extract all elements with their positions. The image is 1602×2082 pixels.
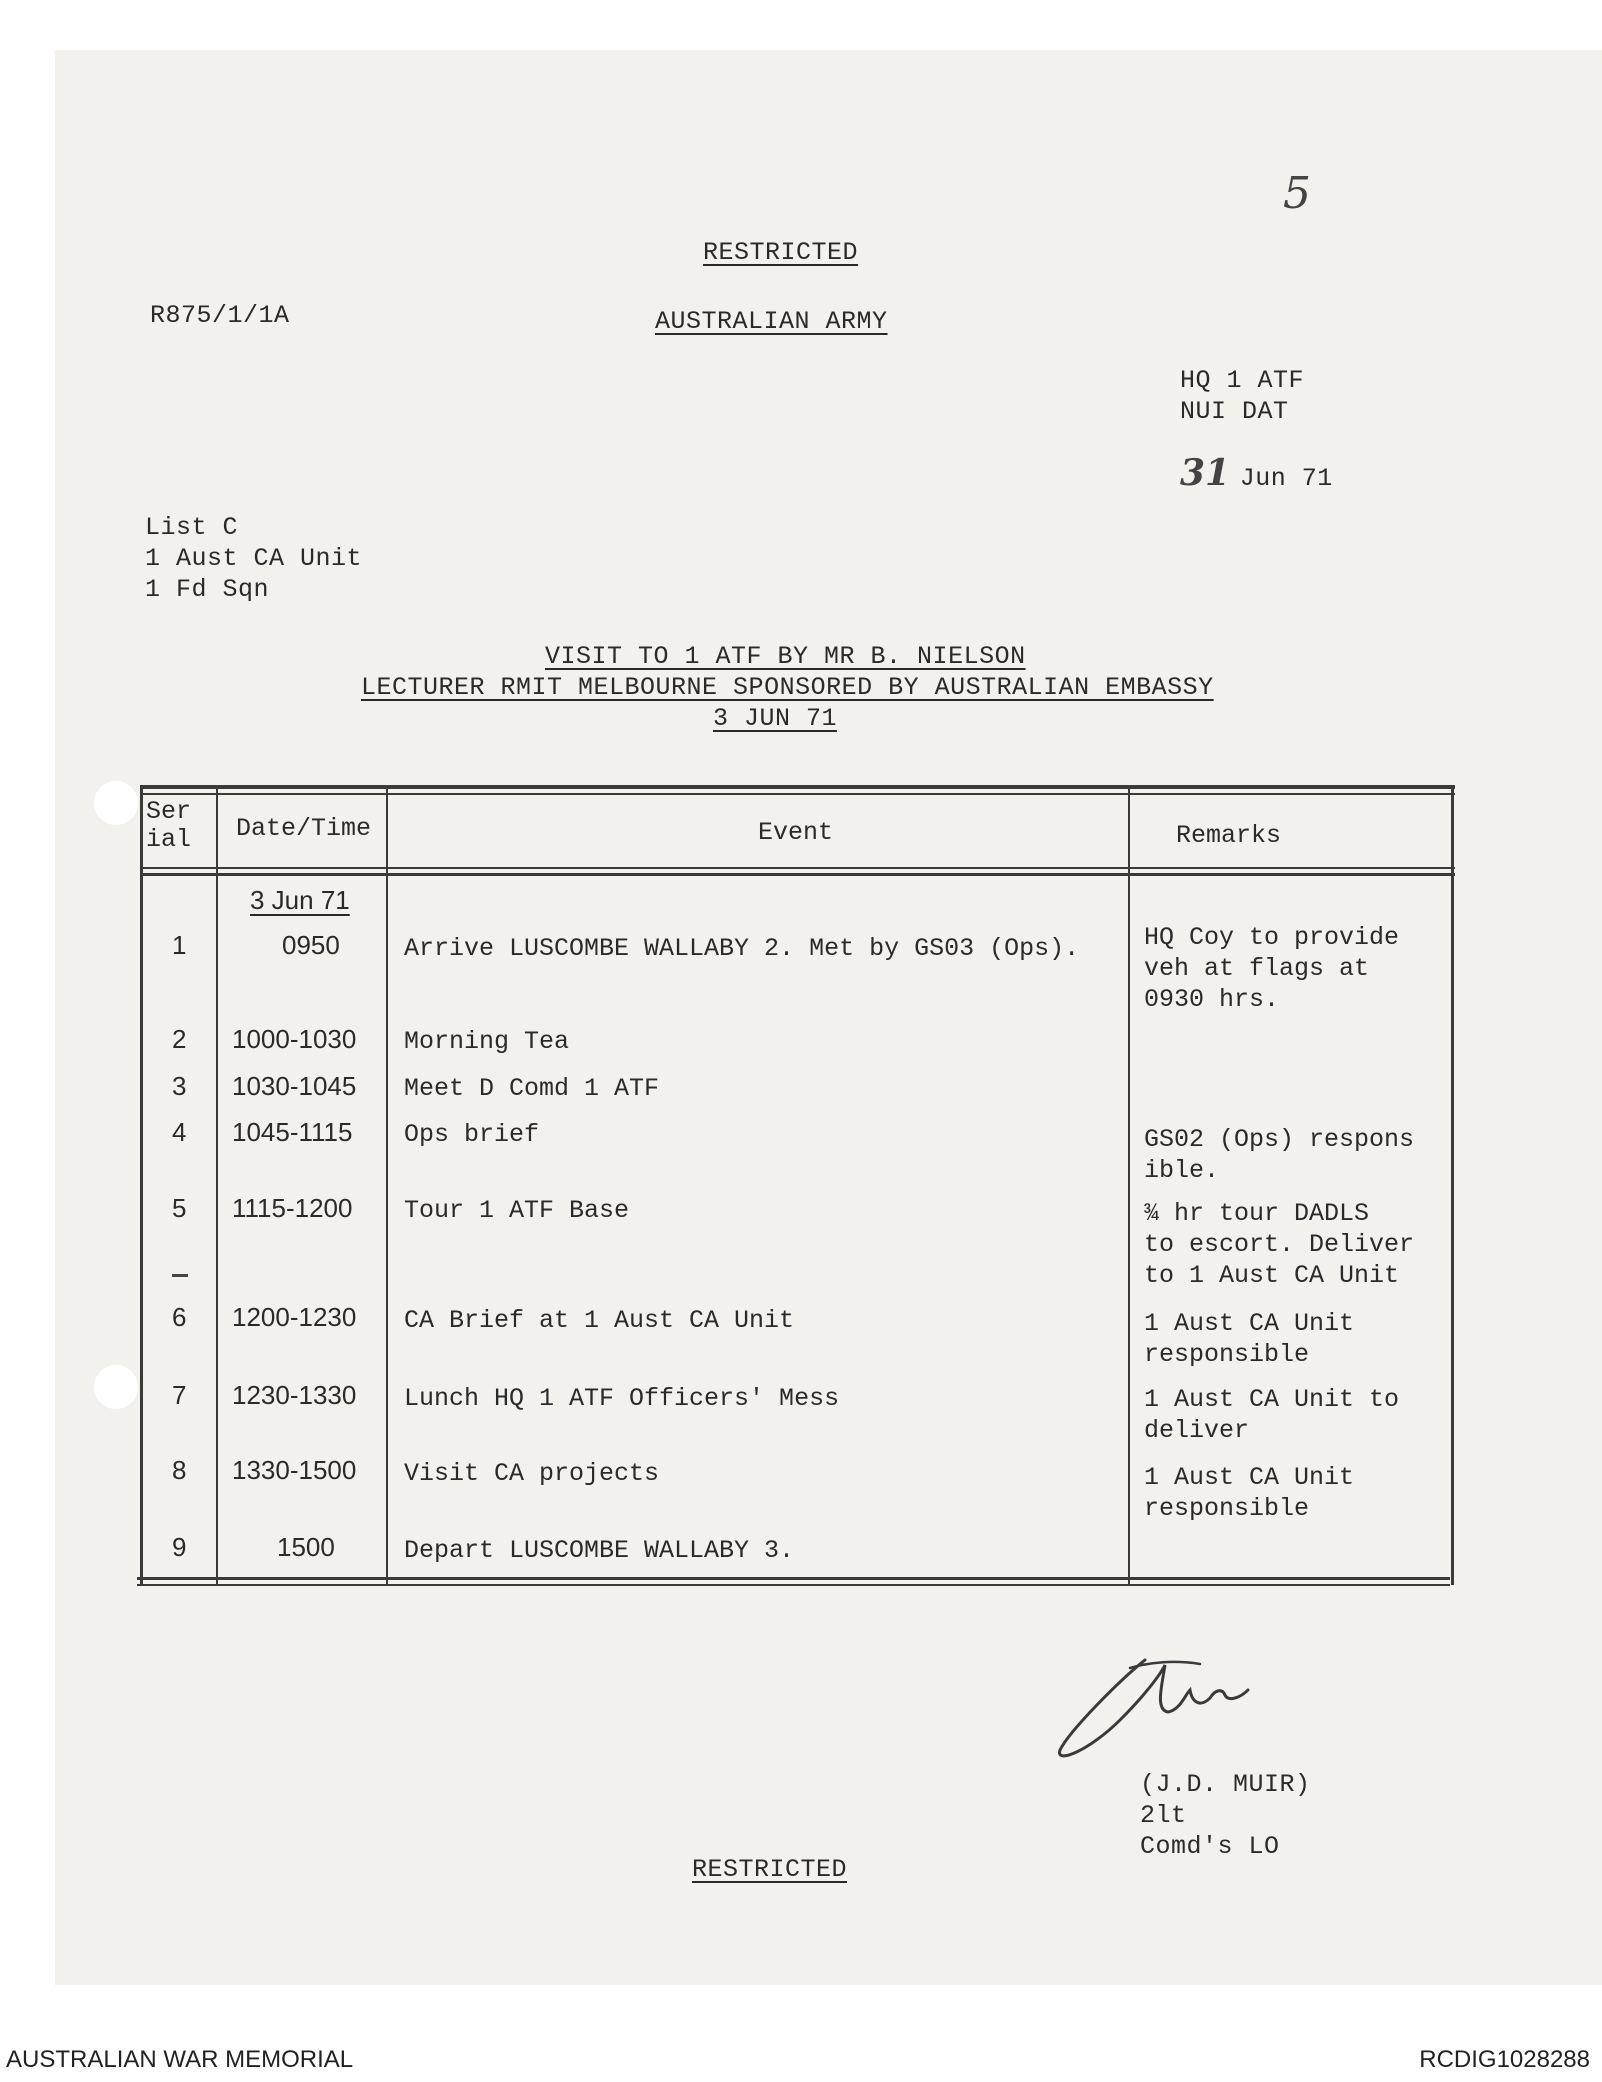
row-event: Morning Tea [404, 1027, 570, 1056]
handwritten-page-number: 5 [1283, 168, 1311, 219]
header-date-time: Date/Time [236, 814, 372, 843]
signatory-name: (J.D. MUIR) [1140, 1770, 1311, 1799]
row-event: Meet D Comd 1 ATF [404, 1074, 660, 1103]
row-event: Tour 1 ATF Base [404, 1196, 630, 1225]
row-time: 1045-1115 [232, 1117, 353, 1147]
row-time: 1115-1200 [232, 1193, 353, 1223]
signature [1050, 1640, 1270, 1770]
row-event: Depart LUSCOMBE WALLABY 3. [404, 1536, 795, 1565]
signatory-rank: 2lt [1140, 1801, 1187, 1830]
row-remarks: 1 Aust CA Unit responsible [1144, 1463, 1355, 1523]
subject-line-3: 3 JUN 71 [713, 704, 838, 733]
row-serial: 2 [172, 1024, 187, 1054]
distribution-list-1: 1 Aust CA Unit [145, 544, 363, 573]
row-serial: 6 [172, 1302, 187, 1332]
row-remarks: 1 Aust CA Unit responsible [1144, 1309, 1355, 1369]
distribution-list-2: 1 Fd Sqn [145, 575, 270, 604]
row-serial: 1 [172, 930, 187, 960]
header-remarks: Remarks [1176, 821, 1282, 850]
subject-line-2: LECTURER RMIT MELBOURNE SPONSORED BY AUSTRALIAN EMBASSY [361, 673, 1214, 702]
header-serial: Ser ial [146, 797, 192, 854]
row-remarks: HQ Coy to provide veh at flags at 0930 hrs. [1144, 923, 1400, 1014]
row-time: 1500 [277, 1532, 335, 1562]
handwritten-date-day: 31 [1180, 452, 1231, 494]
date-subheading: 3 Jun 71 [250, 885, 350, 915]
row-serial: 9 [172, 1532, 187, 1562]
row-event: Visit CA projects [404, 1459, 660, 1488]
classification-bottom: RESTRICTED [692, 1855, 848, 1884]
row-time: 1330-1500 [232, 1455, 357, 1485]
subject-line-1: VISIT TO 1 ATF BY MR B. NIELSON [545, 642, 1026, 671]
row-remarks: 1 Aust CA Unit to deliver [1144, 1385, 1400, 1445]
row-time: 1200-1230 [232, 1302, 357, 1332]
row-remarks: GS02 (Ops) respons ible. [1144, 1125, 1415, 1185]
row-serial: 7 [172, 1380, 187, 1410]
punch-hole-bottom [94, 1365, 138, 1409]
organisation-heading: AUSTRALIAN ARMY [655, 307, 888, 336]
row-time: 1230-1330 [232, 1380, 357, 1410]
classification-top: RESTRICTED [703, 238, 859, 267]
row-serial: 3 [172, 1071, 187, 1101]
row-event: Arrive LUSCOMBE WALLABY 2. Met by GS03 (Ops). [404, 934, 1080, 963]
row-time: 1030-1045 [232, 1071, 357, 1101]
punch-hole-top [94, 781, 138, 825]
signatory-appointment: Comd's LO [1140, 1832, 1280, 1861]
row-dash-mark [172, 1274, 188, 1277]
document-sheet [55, 50, 1602, 1985]
footer-archive-name: AUSTRALIAN WAR MEMORIAL [6, 2046, 354, 2073]
row-time: 0950 [282, 930, 340, 960]
footer-archive-id: RCDIG1028288 [1419, 2046, 1590, 2073]
header-event: Event [758, 818, 834, 847]
row-serial: 4 [172, 1117, 187, 1147]
row-serial: 5 [172, 1193, 187, 1223]
document-date [1180, 452, 1333, 494]
row-serial: 8 [172, 1455, 187, 1485]
date-month-year: Jun 71 [1239, 464, 1333, 493]
row-remarks: ¾ hr tour DADLS to escort. Deliver to 1 Aust CA Unit [1144, 1199, 1415, 1290]
row-event: CA Brief at 1 Aust CA Unit [404, 1306, 795, 1335]
file-reference: R875/1/1A [150, 301, 290, 330]
address-line-2: NUI DAT [1180, 397, 1289, 426]
address-line-1: HQ 1 ATF [1180, 366, 1305, 395]
row-time: 1000-1030 [232, 1024, 357, 1054]
row-event: Ops brief [404, 1120, 540, 1149]
distribution-list-0: List C [145, 513, 239, 542]
row-event: Lunch HQ 1 ATF Officers' Mess [404, 1384, 840, 1413]
